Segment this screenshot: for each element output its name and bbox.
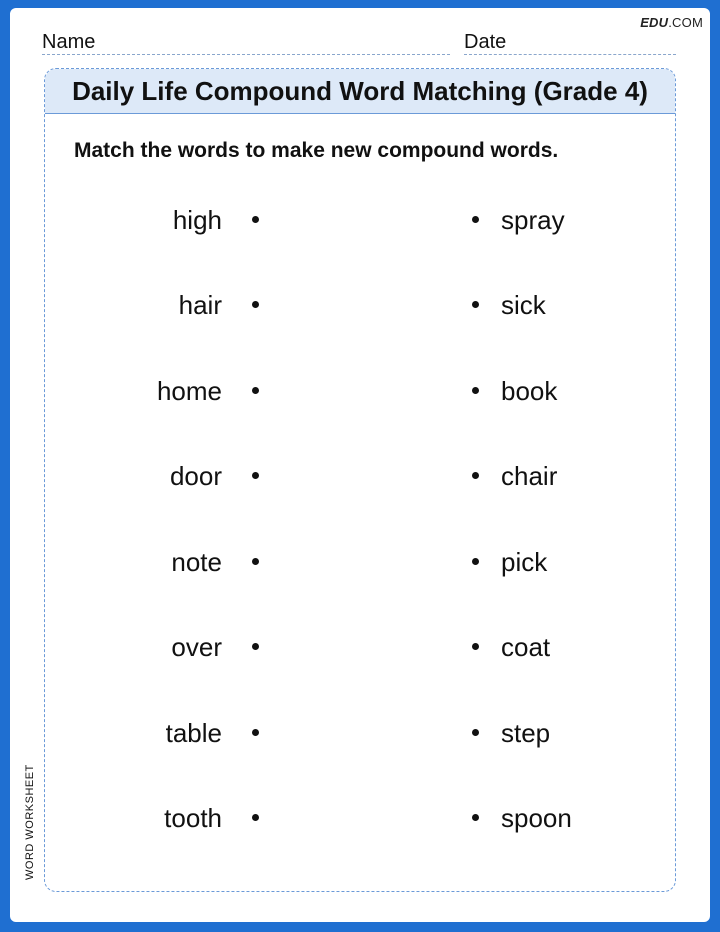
match-row: [45, 542, 677, 582]
worksheet-page: [10, 8, 710, 922]
instruction-text: Match the words to make new compound words.: [74, 139, 559, 162]
right-match-dot[interactable]: [472, 387, 479, 394]
date-field[interactable]: [464, 31, 676, 55]
left-match-dot[interactable]: [252, 216, 259, 223]
right-word: sick: [501, 290, 546, 320]
right-word: chair: [501, 461, 558, 491]
right-match-dot[interactable]: [472, 301, 479, 308]
name-field[interactable]: [42, 31, 450, 55]
left-word: home: [156, 376, 222, 406]
left-word: tooth: [164, 803, 222, 833]
match-row: [45, 285, 677, 325]
match-row: [45, 713, 677, 753]
logo-suffix: .COM: [668, 15, 703, 30]
match-row: [45, 371, 677, 411]
date-label: Date: [464, 31, 507, 53]
worksheet-card: [44, 68, 676, 892]
match-row: [45, 627, 677, 667]
right-match-dot[interactable]: [472, 643, 479, 650]
name-label: Name: [42, 31, 96, 53]
left-word: note: [171, 547, 222, 577]
right-word: spoon: [501, 803, 572, 833]
left-match-dot[interactable]: [252, 301, 259, 308]
edu-logo: [640, 15, 703, 30]
right-word: book: [501, 376, 558, 406]
right-word: step: [501, 718, 551, 748]
side-label: WORD WORKSHEET: [24, 764, 36, 880]
left-match-dot[interactable]: [252, 643, 259, 650]
left-word: hair: [178, 290, 222, 320]
right-match-dot[interactable]: [472, 558, 479, 565]
right-match-dot[interactable]: [472, 216, 479, 223]
left-match-dot[interactable]: [252, 387, 259, 394]
right-match-dot[interactable]: [472, 814, 479, 821]
left-word: table: [165, 718, 222, 748]
right-match-dot[interactable]: [472, 472, 479, 479]
right-word: coat: [501, 632, 551, 662]
left-match-dot[interactable]: [252, 472, 259, 479]
match-row: [45, 798, 677, 838]
title-band: [45, 69, 675, 114]
match-row: [45, 456, 677, 496]
match-row: [45, 200, 677, 240]
left-match-dot[interactable]: [252, 558, 259, 565]
logo-bold: EDU: [640, 15, 669, 30]
right-match-dot[interactable]: [472, 729, 479, 736]
left-word: high: [172, 205, 222, 235]
worksheet-title: Daily Life Compound Word Matching (Grade 4): [72, 75, 648, 106]
left-word: over: [171, 632, 222, 662]
left-match-dot[interactable]: [252, 729, 259, 736]
right-word: spray: [501, 205, 565, 235]
left-match-dot[interactable]: [252, 814, 259, 821]
left-word: door: [169, 461, 222, 491]
right-word: pick: [501, 547, 548, 577]
